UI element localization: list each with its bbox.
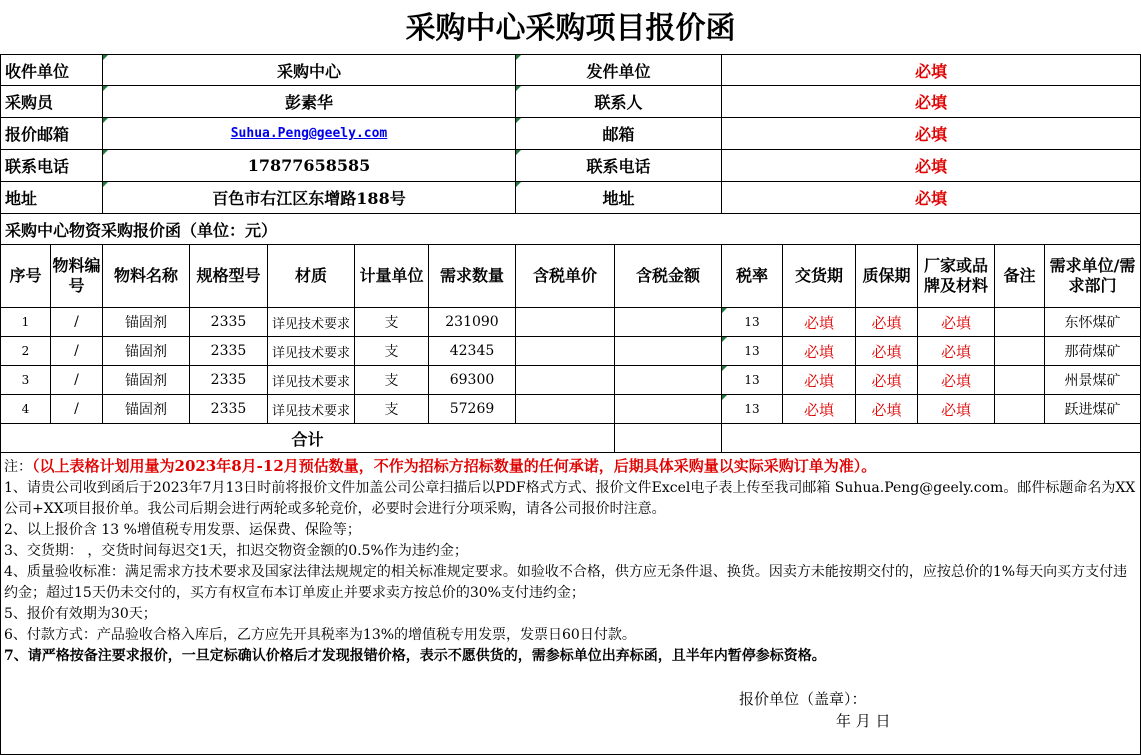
info-value[interactable] — [103, 118, 516, 150]
table-cell-unit: 支 — [355, 337, 429, 366]
column-header: 需求单位/需求部门 — [1045, 245, 1141, 308]
note-item-3: 3、交货期： ，交货时间每迟交1天，扣迟交物资金额的0.5%作为违约金； — [4, 543, 468, 559]
notes-highlight: （以上表格计划用量为2023年8月-12月预估数量，不作为招标方招标数量的任何承诺，后期具体采购量以实际采购订单为准）。 — [32, 457, 877, 475]
section-title: 采购中心物资采购报价函（单位：元） — [0, 214, 1141, 245]
table-cell-remark[interactable] — [995, 337, 1045, 366]
required-field[interactable]: 必填 — [722, 150, 1141, 182]
table-cell-price[interactable] — [516, 395, 615, 424]
note-item-5: 5、报价有效期为30天； — [4, 606, 157, 622]
date-label: 年 月 日 — [836, 712, 891, 730]
table-cell-code: / — [51, 395, 103, 424]
table-cell-warranty[interactable]: 必填 — [856, 395, 918, 424]
total-amount[interactable] — [615, 424, 722, 453]
table-cell-brand[interactable]: 必填 — [918, 337, 995, 366]
table-cell-tax: 13 — [722, 395, 783, 424]
note-item-4: 4、质量验收标准：满足需求方技术要求及国家法律法规规定的相关标准规定要求。如验收不合格，供方应无条件退、换货。因卖方未能按期交付的，应按总价的1%每天向买方支付违约金；超过15天仍未交付的，买方有权宣布本订单废止并要求卖方按总价的30%支付违约金； — [4, 564, 1128, 601]
info-value: 彭素华 — [103, 86, 516, 118]
table-cell-spec: 2335 — [190, 366, 268, 395]
info-label: 联系电话 — [0, 150, 103, 182]
column-header: 材质 — [268, 245, 355, 308]
table-cell-brand[interactable]: 必填 — [918, 366, 995, 395]
table-cell-dept: 那荷煤矿 — [1045, 337, 1141, 366]
table-cell-amount[interactable] — [615, 366, 722, 395]
table-cell-dept: 跃进煤矿 — [1045, 395, 1141, 424]
table-cell-remark[interactable] — [995, 395, 1045, 424]
table-cell-amount[interactable] — [615, 337, 722, 366]
note-item-6: 6、付款方式：产品验收合格入库后，乙方应先开具税率为13%的增值税专用发票，发票日60日付款。 — [4, 627, 636, 643]
table-cell-name: 锚固剂 — [103, 337, 190, 366]
table-cell-name: 锚固剂 — [103, 308, 190, 337]
table-cell-spec: 2335 — [190, 395, 268, 424]
table-cell-tax: 13 — [722, 337, 783, 366]
table-cell-material: 详见技术要求 — [268, 395, 355, 424]
column-header: 计量单位 — [355, 245, 429, 308]
table-cell-code: / — [51, 337, 103, 366]
table-cell-unit: 支 — [355, 366, 429, 395]
table-cell-price[interactable] — [516, 366, 615, 395]
info-label-right: 联系电话 — [516, 150, 722, 182]
info-label-right: 联系人 — [516, 86, 722, 118]
table-cell-material: 详见技术要求 — [268, 337, 355, 366]
table-cell-qty: 231090 — [429, 308, 516, 337]
table-cell-material: 详见技术要求 — [268, 366, 355, 395]
table-cell-qty: 69300 — [429, 366, 516, 395]
info-value: 百色市右江区东增路188号 — [103, 182, 516, 214]
table-cell-delivery[interactable]: 必填 — [783, 308, 856, 337]
required-field[interactable]: 必填 — [722, 86, 1141, 118]
table-cell-remark[interactable] — [995, 308, 1045, 337]
info-value: 17877658585 — [103, 150, 516, 182]
table-cell-tax: 13 — [722, 308, 783, 337]
table-cell-amount[interactable] — [615, 308, 722, 337]
column-header: 备注 — [995, 245, 1045, 308]
table-cell-price[interactable] — [516, 308, 615, 337]
column-header: 含税金额 — [615, 245, 722, 308]
table-cell-qty: 42345 — [429, 337, 516, 366]
column-header: 厂家或品牌及材料 — [918, 245, 995, 308]
table-cell-no: 2 — [0, 337, 51, 366]
table-cell-remark[interactable] — [995, 366, 1045, 395]
info-label-right: 发件单位 — [516, 54, 722, 86]
table-cell-delivery[interactable]: 必填 — [783, 337, 856, 366]
table-cell-dept: 州景煤矿 — [1045, 366, 1141, 395]
email-link[interactable]: Suhua.Peng@geely.com — [230, 126, 388, 141]
table-cell-qty: 57269 — [429, 395, 516, 424]
notes-section — [0, 453, 1141, 755]
table-cell-name: 锚固剂 — [103, 395, 190, 424]
notes-header — [4, 456, 1136, 478]
info-label: 收件单位 — [0, 54, 103, 86]
required-field[interactable]: 必填 — [722, 54, 1141, 86]
column-header: 含税单价 — [516, 245, 615, 308]
required-field[interactable]: 必填 — [722, 182, 1141, 214]
table-cell-no: 3 — [0, 366, 51, 395]
table-cell-tax: 13 — [722, 366, 783, 395]
info-value: 采购中心 — [103, 54, 516, 86]
column-header: 物料名称 — [103, 245, 190, 308]
info-label: 地址 — [0, 182, 103, 214]
table-cell-amount[interactable] — [615, 395, 722, 424]
info-label: 报价邮箱 — [0, 118, 103, 150]
table-cell-name: 锚固剂 — [103, 366, 190, 395]
table-cell-code: / — [51, 366, 103, 395]
table-cell-warranty[interactable]: 必填 — [856, 366, 918, 395]
column-header: 规格型号 — [190, 245, 268, 308]
column-header: 物料编号 — [51, 245, 103, 308]
total-label: 合计 — [0, 424, 615, 453]
info-label-right: 地址 — [516, 182, 722, 214]
sign-label: 报价单位（盖章）： — [739, 690, 867, 708]
note-item-7: 7、请严格按备注要求报价，一旦定标确认价格后才发现报错价格，表示不愿供货的，需参标单位出弃标函，且半年内暂停参标资格。 — [4, 648, 826, 664]
table-cell-warranty[interactable]: 必填 — [856, 337, 918, 366]
note-item-2: 2、以上报价含 13 %增值税专用发票、运保费、保险等； — [4, 522, 361, 538]
table-cell-delivery[interactable]: 必填 — [783, 366, 856, 395]
column-header: 序号 — [0, 245, 51, 308]
table-cell-unit: 支 — [355, 308, 429, 337]
table-cell-code: / — [51, 308, 103, 337]
table-cell-brand[interactable]: 必填 — [918, 308, 995, 337]
table-cell-spec: 2335 — [190, 337, 268, 366]
info-label-right: 邮箱 — [516, 118, 722, 150]
table-cell-delivery[interactable]: 必填 — [783, 395, 856, 424]
column-header: 税率 — [722, 245, 783, 308]
table-cell-price[interactable] — [516, 337, 615, 366]
table-cell-dept: 东怀煤矿 — [1045, 308, 1141, 337]
note-item-1: 1、请贵公司收到函后于2023年7月13日时前将报价文件加盖公司公章扫描后以PDF格式方式、报价文件Excel电子表上传至我司邮箱 Suhua.Peng@geely.com。邮件标题命名为XX公司+XX项目报价单。我公司后期会进行两轮或多轮竞价，必要时会进行分项采购，请各公司报价时注意。 — [4, 480, 1136, 517]
table-cell-spec: 2335 — [190, 308, 268, 337]
table-cell-no: 4 — [0, 395, 51, 424]
notes-prefix: 注： — [4, 459, 32, 475]
column-header: 质保期 — [856, 245, 918, 308]
table-cell-unit: 支 — [355, 395, 429, 424]
table-cell-warranty[interactable]: 必填 — [856, 308, 918, 337]
column-header: 需求数量 — [429, 245, 516, 308]
required-field[interactable]: 必填 — [722, 118, 1141, 150]
table-cell-no: 1 — [0, 308, 51, 337]
table-cell-material: 详见技术要求 — [268, 308, 355, 337]
total-blank — [722, 424, 1141, 453]
table-cell-brand[interactable]: 必填 — [918, 395, 995, 424]
page-title: 采购中心采购项目报价函 — [405, 11, 736, 46]
column-header: 交货期 — [783, 245, 856, 308]
info-label: 采购员 — [0, 86, 103, 118]
